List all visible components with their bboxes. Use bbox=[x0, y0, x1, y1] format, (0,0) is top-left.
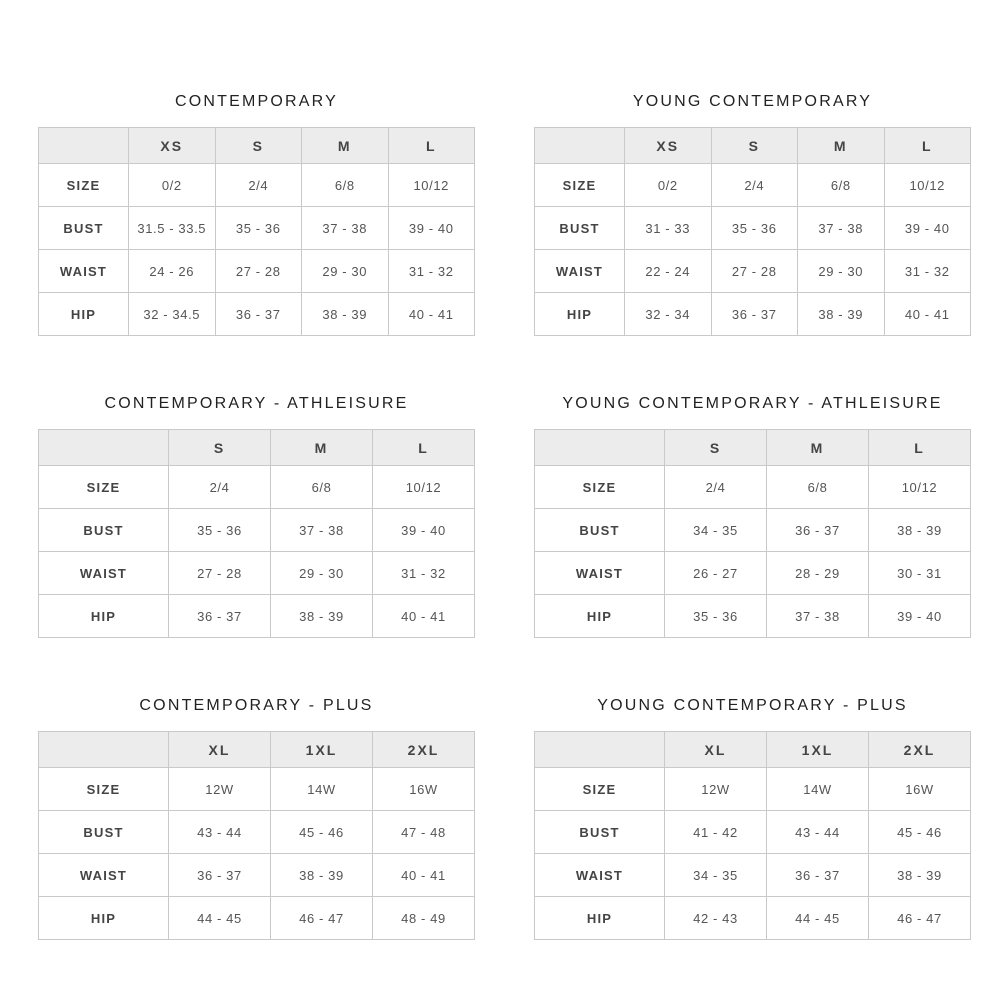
corner-cell bbox=[39, 430, 169, 466]
table-cell: 46 - 47 bbox=[271, 897, 373, 940]
size-table bbox=[38, 127, 475, 336]
table-row bbox=[39, 552, 475, 595]
table-cell: 34 - 35 bbox=[665, 509, 767, 552]
column-header: XS bbox=[129, 128, 216, 164]
table-cell: 14W bbox=[271, 768, 373, 811]
column-header: S bbox=[711, 128, 798, 164]
table-row bbox=[39, 897, 475, 940]
size-table bbox=[38, 429, 475, 638]
table-cell: 27 - 28 bbox=[169, 552, 271, 595]
table-cell: 39 - 40 bbox=[869, 595, 971, 638]
row-label: HIP bbox=[535, 897, 665, 940]
table-cell: 47 - 48 bbox=[373, 811, 475, 854]
column-header: M bbox=[767, 430, 869, 466]
table-cell: 37 - 38 bbox=[798, 207, 885, 250]
table-cell: 36 - 37 bbox=[169, 854, 271, 897]
table-row bbox=[39, 164, 475, 207]
table-cell: 32 - 34 bbox=[625, 293, 712, 336]
chart-title: CONTEMPORARY - PLUS bbox=[139, 697, 374, 714]
column-header: 2XL bbox=[869, 732, 971, 768]
table-row bbox=[39, 854, 475, 897]
column-header: L bbox=[869, 430, 971, 466]
column-header: M bbox=[798, 128, 885, 164]
header-row bbox=[535, 732, 971, 768]
table-cell: 16W bbox=[373, 768, 475, 811]
table-cell: 35 - 36 bbox=[215, 207, 302, 250]
table-cell: 14W bbox=[767, 768, 869, 811]
table-cell: 44 - 45 bbox=[169, 897, 271, 940]
table-cell: 35 - 36 bbox=[665, 595, 767, 638]
table-cell: 44 - 45 bbox=[767, 897, 869, 940]
table-cell: 31 - 32 bbox=[388, 250, 475, 293]
header-row bbox=[39, 128, 475, 164]
table-cell: 29 - 30 bbox=[798, 250, 885, 293]
table-cell: 22 - 24 bbox=[625, 250, 712, 293]
column-header: L bbox=[884, 128, 971, 164]
table-cell: 48 - 49 bbox=[373, 897, 475, 940]
row-label: BUST bbox=[535, 509, 665, 552]
header-row bbox=[535, 128, 971, 164]
table-cell: 36 - 37 bbox=[767, 854, 869, 897]
row-label: SIZE bbox=[535, 466, 665, 509]
table-cell: 40 - 41 bbox=[884, 293, 971, 336]
header-row bbox=[535, 430, 971, 466]
size-table bbox=[534, 731, 971, 940]
table-cell: 37 - 38 bbox=[302, 207, 389, 250]
table-row bbox=[535, 466, 971, 509]
chart-title: CONTEMPORARY - ATHLEISURE bbox=[104, 395, 409, 412]
table-cell: 36 - 37 bbox=[767, 509, 869, 552]
table-cell: 36 - 37 bbox=[215, 293, 302, 336]
table-cell: 38 - 39 bbox=[271, 595, 373, 638]
chart-title: YOUNG CONTEMPORARY - ATHLEISURE bbox=[562, 395, 943, 412]
column-header: 1XL bbox=[767, 732, 869, 768]
table-cell: 35 - 36 bbox=[169, 509, 271, 552]
row-label: SIZE bbox=[535, 768, 665, 811]
table-cell: 38 - 39 bbox=[271, 854, 373, 897]
table-cell: 41 - 42 bbox=[665, 811, 767, 854]
row-label: WAIST bbox=[39, 552, 169, 595]
table-cell: 46 - 47 bbox=[869, 897, 971, 940]
row-label: WAIST bbox=[39, 854, 169, 897]
column-header: XS bbox=[625, 128, 712, 164]
table-row bbox=[535, 897, 971, 940]
table-cell: 43 - 44 bbox=[767, 811, 869, 854]
table-cell: 38 - 39 bbox=[869, 854, 971, 897]
size-chart-contemporary bbox=[38, 92, 475, 336]
corner-cell bbox=[535, 430, 665, 466]
table-cell: 29 - 30 bbox=[271, 552, 373, 595]
table-cell: 37 - 38 bbox=[271, 509, 373, 552]
table-cell: 39 - 40 bbox=[373, 509, 475, 552]
column-header: 1XL bbox=[271, 732, 373, 768]
table-row bbox=[39, 811, 475, 854]
table-cell: 39 - 40 bbox=[884, 207, 971, 250]
table-cell: 27 - 28 bbox=[215, 250, 302, 293]
column-header: M bbox=[302, 128, 389, 164]
table-row bbox=[39, 293, 475, 336]
row-label: BUST bbox=[39, 207, 129, 250]
table-cell: 6/8 bbox=[271, 466, 373, 509]
table-cell: 40 - 41 bbox=[373, 854, 475, 897]
table-row bbox=[535, 164, 971, 207]
row-label: SIZE bbox=[39, 466, 169, 509]
size-chart-young-contemporary-athleisure bbox=[534, 394, 971, 638]
table-row bbox=[39, 595, 475, 638]
corner-cell bbox=[535, 128, 625, 164]
table-cell: 35 - 36 bbox=[711, 207, 798, 250]
table-cell: 2/4 bbox=[169, 466, 271, 509]
table-cell: 40 - 41 bbox=[373, 595, 475, 638]
row-label: WAIST bbox=[535, 250, 625, 293]
column-header: L bbox=[388, 128, 475, 164]
corner-cell bbox=[39, 732, 169, 768]
column-header: S bbox=[665, 430, 767, 466]
size-chart-contemporary-plus bbox=[38, 696, 475, 940]
table-cell: 40 - 41 bbox=[388, 293, 475, 336]
table-row bbox=[535, 293, 971, 336]
size-table bbox=[534, 127, 971, 336]
row-label: SIZE bbox=[39, 164, 129, 207]
table-cell: 31.5 - 33.5 bbox=[129, 207, 216, 250]
table-cell: 0/2 bbox=[129, 164, 216, 207]
table-cell: 10/12 bbox=[373, 466, 475, 509]
chart-title: YOUNG CONTEMPORARY bbox=[632, 93, 873, 110]
column-header: 2XL bbox=[373, 732, 475, 768]
table-row bbox=[39, 466, 475, 509]
column-header: S bbox=[215, 128, 302, 164]
row-label: BUST bbox=[535, 207, 625, 250]
row-label: WAIST bbox=[39, 250, 129, 293]
table-cell: 29 - 30 bbox=[302, 250, 389, 293]
table-cell: 31 - 32 bbox=[373, 552, 475, 595]
table-row bbox=[535, 811, 971, 854]
column-header: XL bbox=[169, 732, 271, 768]
table-cell: 2/4 bbox=[215, 164, 302, 207]
column-header: S bbox=[169, 430, 271, 466]
size-chart-contemporary-athleisure bbox=[38, 394, 475, 638]
table-cell: 42 - 43 bbox=[665, 897, 767, 940]
table-row bbox=[535, 207, 971, 250]
table-cell: 32 - 34.5 bbox=[129, 293, 216, 336]
table-cell: 2/4 bbox=[711, 164, 798, 207]
size-chart-young-contemporary bbox=[534, 92, 971, 336]
table-cell: 12W bbox=[169, 768, 271, 811]
table-cell: 2/4 bbox=[665, 466, 767, 509]
table-row bbox=[39, 768, 475, 811]
size-table bbox=[534, 429, 971, 638]
corner-cell bbox=[39, 128, 129, 164]
row-label: HIP bbox=[535, 595, 665, 638]
table-cell: 31 - 33 bbox=[625, 207, 712, 250]
row-label: BUST bbox=[535, 811, 665, 854]
table-row bbox=[535, 854, 971, 897]
row-label: HIP bbox=[535, 293, 625, 336]
row-label: WAIST bbox=[535, 854, 665, 897]
table-cell: 37 - 38 bbox=[767, 595, 869, 638]
column-header: XL bbox=[665, 732, 767, 768]
table-cell: 0/2 bbox=[625, 164, 712, 207]
table-row bbox=[39, 250, 475, 293]
table-row bbox=[39, 509, 475, 552]
header-row bbox=[39, 732, 475, 768]
table-cell: 6/8 bbox=[798, 164, 885, 207]
table-row bbox=[535, 595, 971, 638]
row-label: WAIST bbox=[535, 552, 665, 595]
table-row bbox=[39, 207, 475, 250]
row-label: BUST bbox=[39, 811, 169, 854]
table-cell: 30 - 31 bbox=[869, 552, 971, 595]
table-cell: 38 - 39 bbox=[869, 509, 971, 552]
table-cell: 27 - 28 bbox=[711, 250, 798, 293]
table-cell: 39 - 40 bbox=[388, 207, 475, 250]
table-cell: 38 - 39 bbox=[798, 293, 885, 336]
table-cell: 38 - 39 bbox=[302, 293, 389, 336]
table-cell: 26 - 27 bbox=[665, 552, 767, 595]
table-cell: 10/12 bbox=[884, 164, 971, 207]
table-cell: 45 - 46 bbox=[271, 811, 373, 854]
table-row bbox=[535, 250, 971, 293]
table-row bbox=[535, 768, 971, 811]
row-label: HIP bbox=[39, 595, 169, 638]
chart-title: YOUNG CONTEMPORARY - PLUS bbox=[597, 697, 908, 714]
table-cell: 31 - 32 bbox=[884, 250, 971, 293]
table-cell: 6/8 bbox=[767, 466, 869, 509]
header-row bbox=[39, 430, 475, 466]
chart-title: CONTEMPORARY bbox=[174, 93, 338, 110]
table-row bbox=[535, 509, 971, 552]
row-label: HIP bbox=[39, 293, 129, 336]
row-label: BUST bbox=[39, 509, 169, 552]
table-cell: 34 - 35 bbox=[665, 854, 767, 897]
table-cell: 16W bbox=[869, 768, 971, 811]
row-label: HIP bbox=[39, 897, 169, 940]
table-cell: 43 - 44 bbox=[169, 811, 271, 854]
table-cell: 36 - 37 bbox=[711, 293, 798, 336]
table-row bbox=[535, 552, 971, 595]
row-label: SIZE bbox=[39, 768, 169, 811]
table-cell: 10/12 bbox=[388, 164, 475, 207]
column-header: M bbox=[271, 430, 373, 466]
size-table bbox=[38, 731, 475, 940]
column-header: L bbox=[373, 430, 475, 466]
table-cell: 28 - 29 bbox=[767, 552, 869, 595]
row-label: SIZE bbox=[535, 164, 625, 207]
table-cell: 12W bbox=[665, 768, 767, 811]
size-chart-young-contemporary-plus bbox=[534, 696, 971, 940]
table-cell: 10/12 bbox=[869, 466, 971, 509]
table-cell: 36 - 37 bbox=[169, 595, 271, 638]
table-cell: 24 - 26 bbox=[129, 250, 216, 293]
table-cell: 6/8 bbox=[302, 164, 389, 207]
corner-cell bbox=[535, 732, 665, 768]
table-cell: 45 - 46 bbox=[869, 811, 971, 854]
